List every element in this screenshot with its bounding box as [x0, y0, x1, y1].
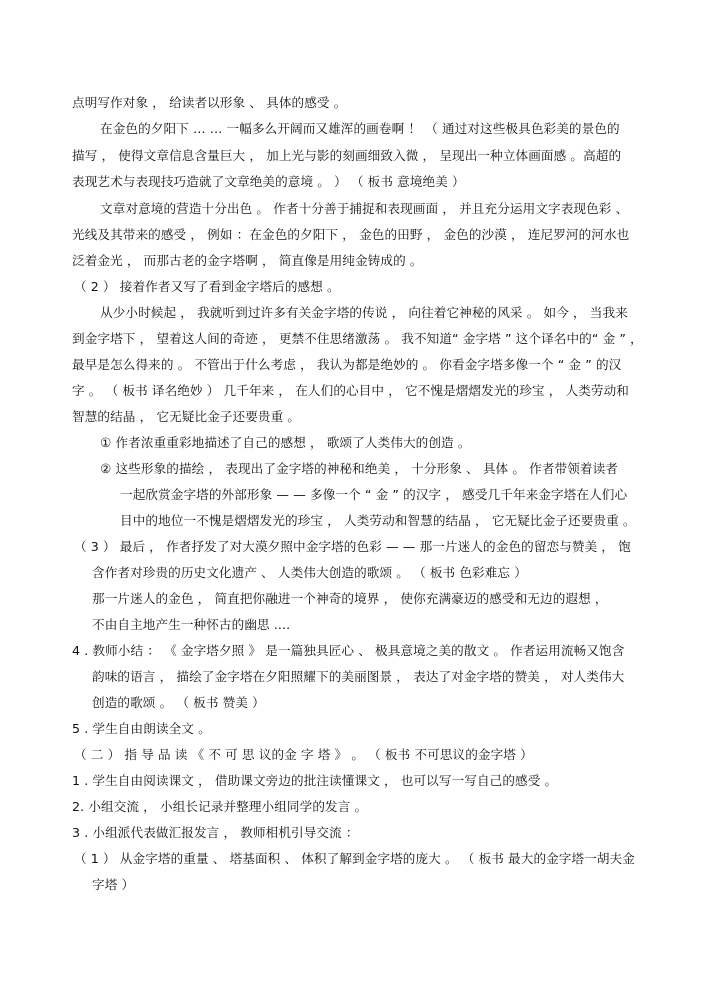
text-line: 在金色的夕阳下 … … 一幅多么开阔而又雄浑的画卷啊 ！ （ 通过对这些极具色彩美的景色的 [100, 121, 620, 136]
text-line: 4 . 教师小结 ： 《 金字塔夕照 》 是一篇独具匠心 、 极具意境之美的散文 。 作者运用流畅又饱含 [72, 643, 625, 658]
text-line: 创造的歌颂 。 （ 板书 赞美 ） [92, 695, 265, 710]
text-line: 那一片迷人的金色 ， 简直把你融进一个神奇的境界 ， 使你充满豪迈的感受和无边的遐想 ， [92, 591, 608, 606]
text-line: 字塔 ） [92, 877, 135, 892]
text-line: 2. 小组交流 ， 小组长记录并整理小组同学的发言 。 [72, 799, 368, 814]
text-line: 文章对意境的营造十分出色 。 作者十分善于捕捉和表现画面 ， 并且充分运用文字表现色彩 、 [100, 201, 629, 216]
text-line: 字 。 （ 板书 译名绝妙 ） 几千年来 ， 在人们的心目中 ， 它不愧是熠熠发光的珍宝 ， 人类劳动和 [72, 383, 629, 398]
text-line: 1 . 学生自由阅读课文 ， 借助课文旁边的批注读懂课文 ， 也可以写一写自己的感受 。 [72, 773, 558, 788]
text-line: 一起欣赏金字塔的外部形象 — — 多像一个 “ 金 ” 的汉字 ， 感受几千年来金字塔在人们心 [120, 487, 628, 502]
text-line: 表现艺术与表现技巧造就了文章绝美的意境 。 ） （ 板书 意境绝美 ） [72, 174, 465, 189]
text-line: 泛着金光 ， 而那古老的金字塔啊 ， 简直像是用纯金铸成的 。 [72, 253, 423, 268]
text-line: 点明写作对象 ， 给读者以形象 、 具体的感受 。 [72, 95, 347, 110]
text-line: 含作者对珍贵的历史文化遗产 、 人类伟大创造的歌颂 。 （ 板书 色彩难忘 ） [92, 565, 527, 580]
text-line: 从少小时候起 ， 我就听到过许多有关金字塔的传说 ， 向往着它神秘的风采 。 如今 ， 当我来 [100, 305, 628, 320]
text-line: 目中的地位一不愧是熠熠发光的珍宝 ， 人类劳动和智慧的结晶 ， 它无疑比金子还要贵重 。 [120, 513, 636, 528]
text-line: （ 二 ） 指 导 品 读 《 不 可 思 议的金 字 塔 》 。 （ 板书 不可思议的金字塔 ） [74, 747, 533, 762]
text-line: ① 作者浓重重彩地描述了自己的感想 ， 歌颂了人类伟大的创造 。 [100, 435, 471, 450]
text-line: 到金字塔下 ， 望着这人间的奇迹 ， 更禁不住思绪激荡 。 我不知道“ 金字塔 ” 这个译名中的“ 金 ” ， [72, 331, 643, 346]
text-line: 韵味的语言 ， 描绘了金字塔在夕阳照耀下的美丽图景 ， 表达了对金字塔的赞美 ， 对人类伟大 [92, 669, 625, 684]
text-line: 3 . 小组派代表做汇报发言 ， 教师相机引导交流 ： [72, 825, 359, 840]
text-line: 最早是怎么得来的 。 不管出于什么考虑 ， 我认为都是绝妙的 。 你看金字塔多像一个 “ 金 ” 的汉 [72, 357, 622, 372]
text-line: 不由自主地产生一种怀古的幽思 .... [92, 617, 291, 632]
text-line: 智慧的结晶 ， 它无疑比金子还要贵重 。 [72, 409, 301, 424]
text-line: ② 这些形象的描绘 ， 表现出了金字塔的神秘和绝美 ， 十分形象 、 具体 。 作者带领着读者 [100, 461, 618, 476]
text-line: 光线及其带来的感受 ， 例如 ：在金色的夕阳下 ， 金色的田野 ， 金色的沙漠 ， 连尼罗河的河水也 [72, 227, 630, 242]
text-line: （ 3 ） 最后 ， 作者抒发了对大漠夕照中金字塔的色彩 — — 那一片迷人的金色的留恋与赞美 ， 饱 [74, 539, 631, 554]
text-line: （ 2 ） 接着作者又写了看到金字塔后的感想 。 [74, 279, 340, 294]
text-line: （ 1 ） 从金字塔的重量 、 塔基面积 、 体积了解到金字塔的庞大 。 （ 板书 最大的金字塔一胡夫金 [74, 851, 635, 866]
text-line: 5 . 学生自由朗读全文 。 [72, 721, 211, 736]
text-line: 描写 ， 使得文章信息含量巨大 ， 加上光与影的刻画细致入微 ， 呈现出一种立体画面感 。高超的 [72, 148, 622, 163]
